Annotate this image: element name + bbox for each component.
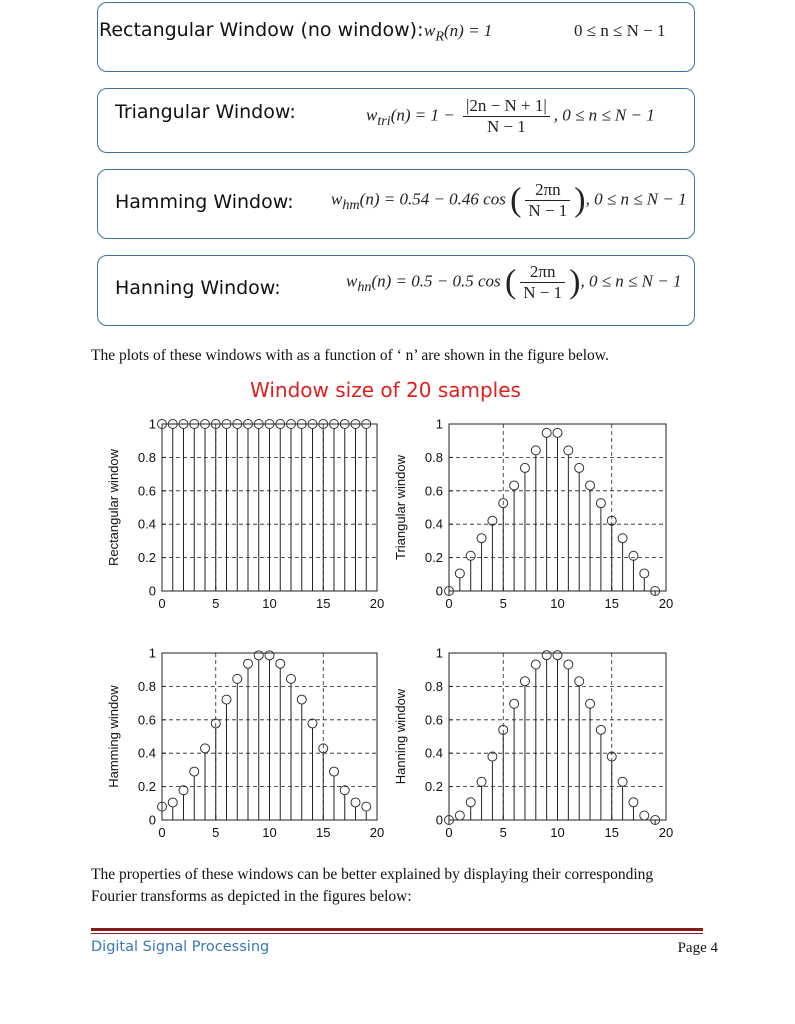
stem-marker — [542, 428, 551, 437]
x-tick-label: 0 — [445, 596, 453, 611]
formula-sub: hn — [357, 278, 372, 295]
x-tick-label: 20 — [369, 825, 385, 840]
stem-marker — [351, 798, 360, 807]
stem-marker — [564, 660, 573, 669]
y-tick-label: 0.6 — [137, 712, 156, 728]
y-axis-label: Rectangular window — [106, 448, 121, 567]
stem-marker — [640, 569, 649, 578]
footer-title: Digital Signal Processing — [91, 939, 270, 955]
y-tick-label: 0.8 — [424, 449, 443, 465]
stem-marker — [455, 569, 464, 578]
y-tick-label: 1 — [148, 416, 156, 432]
formula-arg: (n) = 1 − — [390, 105, 455, 125]
x-tick-label: 10 — [550, 825, 565, 840]
stem-marker — [276, 659, 285, 668]
y-tick-label: 1 — [435, 416, 443, 432]
window-label: Hamming Window: — [115, 191, 294, 213]
x-tick-label: 0 — [158, 596, 166, 611]
window-formula: $w_{hn}(n) = 0.5 - 0.5$ cos ( $\frac{2\pi n}{N - 1}$ ), 0 ≤ n ≤ N − 1 — [346, 262, 682, 302]
formula-sub: R — [435, 28, 444, 45]
window-range: 0 ≤ n ≤ N − 1 — [574, 21, 666, 40]
window-label: Rectangular Window (no window): — [99, 19, 424, 41]
y-tick-label: 0 — [148, 812, 156, 828]
stem-marker — [629, 798, 638, 807]
formula-lhs: w — [331, 189, 343, 209]
x-tick-label: 15 — [316, 596, 331, 611]
x-tick-label: 0 — [158, 825, 166, 840]
stem-marker — [254, 651, 263, 660]
stem-marker — [477, 534, 486, 543]
stem-marker — [297, 695, 306, 704]
stem-marker — [466, 798, 475, 807]
formula-arg: (n) = 0.54 − 0.46 cos — [359, 189, 506, 209]
footer-rule — [91, 928, 703, 931]
stem-marker — [553, 428, 562, 437]
page-number: Page 4 — [677, 940, 718, 956]
stem-marker — [596, 725, 605, 734]
stem-marker — [520, 463, 529, 472]
stem-marker — [553, 651, 562, 660]
x-tick-label: 15 — [604, 825, 619, 840]
x-tick-label: 5 — [499, 596, 507, 611]
y-axis-label: Hanning window — [393, 688, 408, 785]
y-tick-label: 0.4 — [424, 516, 443, 532]
stem-marker — [190, 767, 199, 776]
stem-marker — [575, 463, 584, 472]
footer-rule-thin — [91, 933, 703, 934]
y-tick-label: 0.6 — [424, 712, 443, 728]
stem-marker — [179, 786, 188, 795]
stem-marker — [531, 446, 540, 455]
stem-marker — [466, 551, 475, 560]
x-tick-label: 5 — [212, 596, 220, 611]
x-tick-label: 20 — [369, 596, 385, 611]
stem-marker — [168, 798, 177, 807]
stem-marker — [542, 651, 551, 660]
x-tick-label: 5 — [212, 825, 220, 840]
y-tick-label: 1 — [435, 645, 443, 661]
stem-marker — [629, 551, 638, 560]
x-tick-label: 10 — [262, 825, 277, 840]
intro-paragraph: The plots of these windows with as a function of ‘ n’ are shown in the figure below. — [91, 347, 609, 364]
x-tick-label: 5 — [499, 825, 507, 840]
window-label: Triangular Window: — [115, 101, 296, 123]
x-tick-label: 10 — [262, 596, 277, 611]
stem-marker — [618, 777, 627, 786]
stem-marker — [618, 534, 627, 543]
outro-paragraph-line2: Fourier transforms as depicted in the figures below: — [91, 888, 412, 905]
y-tick-label: 0.2 — [137, 779, 156, 795]
stem-marker — [222, 695, 231, 704]
stem-marker — [287, 674, 296, 683]
y-axis-label: Triangular window — [393, 454, 408, 561]
y-tick-label: 0.8 — [137, 449, 156, 465]
y-tick-label: 0.2 — [424, 550, 443, 566]
stem-marker — [265, 651, 274, 660]
window-range: , 0 ≤ n ≤ N − 1 — [553, 105, 655, 125]
x-tick-label: 20 — [658, 825, 674, 840]
stem-marker — [510, 699, 519, 708]
x-tick-label: 10 — [550, 596, 565, 611]
stem-marker — [520, 677, 529, 686]
stem-marker — [201, 744, 210, 753]
fraction-numerator: |2n − N + 1| — [463, 96, 550, 117]
y-tick-label: 0.6 — [424, 483, 443, 499]
window-label: Hanning Window: — [115, 277, 281, 299]
formula-arg: (n) = 1 — [444, 21, 493, 40]
formula-arg: (n) = 0.5 − 0.5 cos — [371, 271, 501, 291]
x-tick-label: 15 — [316, 825, 331, 840]
stem-marker — [575, 677, 584, 686]
stem-marker — [564, 446, 573, 455]
stem-marker — [477, 777, 486, 786]
fraction-denominator: N − 1 — [486, 117, 526, 136]
stem-marker — [596, 499, 605, 508]
stem-marker — [233, 674, 242, 683]
stem-marker — [340, 786, 349, 795]
y-tick-label: 0.2 — [137, 550, 156, 566]
y-tick-label: 0 — [148, 583, 156, 599]
stem-marker — [308, 719, 317, 728]
formula-sub: hm — [342, 196, 360, 213]
y-tick-label: 0.4 — [424, 745, 443, 761]
fraction-denominator: N − 1 — [528, 201, 568, 220]
stem-marker — [640, 811, 649, 820]
x-tick-label: 20 — [658, 596, 674, 611]
stem-marker — [362, 802, 371, 811]
fraction-denominator: N − 1 — [523, 283, 563, 302]
stem-marker — [586, 481, 595, 490]
stem-marker — [244, 659, 253, 668]
y-tick-label: 0 — [435, 812, 443, 828]
window-formula: $w_{hm}(n) = 0.54 - 0.46$ cos ( $\frac{2\pi n}{N - 1}$ ), 0 ≤ n ≤ N − 1 — [331, 180, 687, 220]
y-tick-label: 0.6 — [137, 483, 156, 499]
stem-marker — [586, 699, 595, 708]
y-tick-label: 0.2 — [424, 779, 443, 795]
y-tick-label: 0.4 — [137, 745, 156, 761]
y-axis-label: Hamming window — [106, 685, 121, 788]
y-tick-label: 0 — [435, 583, 443, 599]
x-tick-label: 0 — [445, 825, 453, 840]
outro-paragraph-line1: The properties of these windows can be better explained by displaying their corresponding — [91, 866, 654, 883]
stem-marker — [531, 660, 540, 669]
formula-lhs: w — [424, 21, 436, 40]
formula-lhs: w — [366, 105, 378, 125]
formula-sub: tri — [377, 112, 391, 129]
fraction-numerator: 2πn — [525, 180, 570, 201]
stem-marker — [510, 481, 519, 490]
stem-marker — [455, 811, 464, 820]
window-range: , 0 ≤ n ≤ N − 1 — [585, 189, 687, 209]
y-tick-label: 1 — [148, 645, 156, 661]
formula-lhs: w — [346, 271, 358, 291]
window-range: , 0 ≤ n ≤ N − 1 — [580, 271, 682, 291]
fraction-numerator: 2πn — [520, 262, 565, 283]
stem-marker — [330, 767, 339, 776]
y-tick-label: 0.8 — [424, 678, 443, 694]
y-tick-label: 0.8 — [137, 678, 156, 694]
x-tick-label: 15 — [604, 596, 619, 611]
y-tick-label: 0.4 — [137, 516, 156, 532]
figure-title: Window size of 20 samples — [250, 378, 521, 402]
